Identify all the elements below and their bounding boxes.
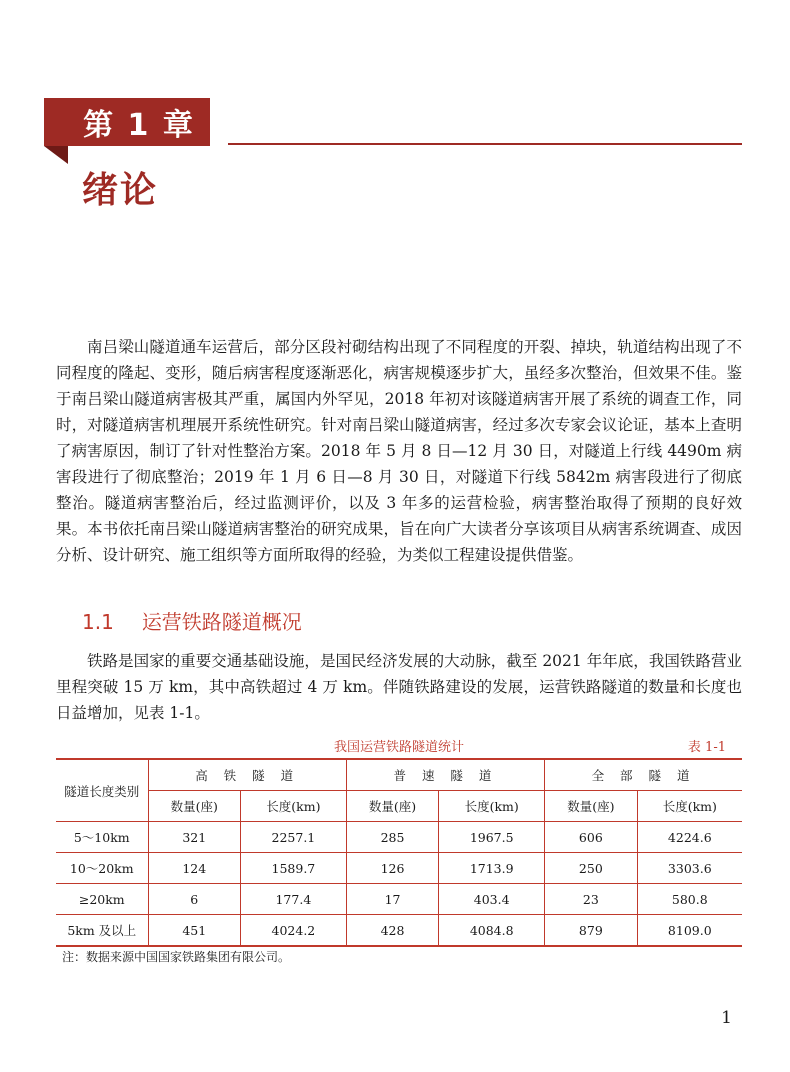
table-cell: 1589.7 bbox=[240, 853, 346, 884]
table-cell: 124 bbox=[148, 853, 240, 884]
table-cell: 606 bbox=[545, 822, 638, 853]
table-row bbox=[56, 884, 742, 915]
table-note: 注：数据来源中国国家铁路集团有限公司。 bbox=[62, 950, 291, 964]
chapter-rule bbox=[228, 143, 742, 145]
table-cell: 17 bbox=[346, 884, 438, 915]
table-cell: 4024.2 bbox=[240, 915, 346, 947]
table-cell: 23 bbox=[545, 884, 638, 915]
chapter-label: 第 1 章 bbox=[83, 108, 195, 143]
row-category: 10～20km bbox=[56, 853, 148, 884]
sub-header: 数量(座) bbox=[545, 791, 638, 822]
sub-header: 长度(km) bbox=[439, 791, 545, 822]
sub-header: 数量(座) bbox=[346, 791, 438, 822]
intro-paragraph: 南吕梁山隧道通车运营后，部分区段衬砌结构出现了不同程度的开裂、掉块，轨道结构出现了不同程度的隆起、变形，随后病害程度逐渐恶化，病害规模逐步扩大，虽经多次整治，但效果不佳。鉴于南吕梁山隧道病害极其严重，属国内外罕见，2018 年初对该隧道病害开展了系统的调查工作，同时，对隧道病害机理展开系统性研究。针对南吕梁山隧道病害，经过多次专家会议论证，基本上查明了病害原因，制订了针对性整治方案。2018 年 5 月 8 日—12 月 30 日，对隧道上行线 4490m 病害段进行了彻底整治；2019 年 1 月 6 日—8 月 30 日，对隧道下行线 5842m 病害段进行了彻底整治。隧道病害整治后，经过监测评价，以及 3 年多的运营检验，病害整治取得了预期的良好效果。本书依托南吕梁山隧道病害整治的研究成果，旨在向广大读者分享该项目从病害系统调查、成因分析、设计研究、施工组织等方面所取得的经验，为类似工程建设提供借鉴。 bbox=[56, 338, 742, 564]
page-number: 1 bbox=[721, 1008, 732, 1028]
group-header-hsr: 高 铁 隧 道 bbox=[148, 759, 346, 791]
sub-header: 长度(km) bbox=[240, 791, 346, 822]
group-header-conventional: 普 速 隧 道 bbox=[346, 759, 544, 791]
sub-header: 数量(座) bbox=[148, 791, 240, 822]
table-caption bbox=[56, 736, 742, 754]
row-category: ≥20km bbox=[56, 884, 148, 915]
table-cell: 126 bbox=[346, 853, 438, 884]
sub-header: 长度(km) bbox=[637, 791, 742, 822]
table-cell: 4224.6 bbox=[637, 822, 742, 853]
chapter-tag-tail bbox=[44, 98, 68, 146]
table-cell: 285 bbox=[346, 822, 438, 853]
table-title: 我国运营铁路隧道统计 bbox=[333, 740, 464, 755]
row-category: 5～10km bbox=[56, 822, 148, 853]
row-header: 隧道长度类别 bbox=[56, 759, 148, 822]
section-number: 1.1 bbox=[82, 610, 114, 634]
table-cell: 6 bbox=[148, 884, 240, 915]
table-number: 表 1-1 bbox=[687, 740, 726, 755]
table-cell: 177.4 bbox=[240, 884, 346, 915]
group-header-all: 全 部 隧 道 bbox=[545, 759, 742, 791]
row-category: 5km 及以上 bbox=[56, 915, 148, 947]
section-heading bbox=[82, 606, 302, 635]
table-cell: 451 bbox=[148, 915, 240, 947]
table-row bbox=[56, 915, 742, 947]
table-cell: 4084.8 bbox=[439, 915, 545, 947]
table-cell: 1967.5 bbox=[439, 822, 545, 853]
chapter-title: 绪论 bbox=[82, 170, 159, 211]
table-cell: 580.8 bbox=[637, 884, 742, 915]
table-cell: 2257.1 bbox=[240, 822, 346, 853]
table-cell: 8109.0 bbox=[637, 915, 742, 947]
tunnel-stats-table bbox=[56, 758, 742, 947]
table-cell: 321 bbox=[148, 822, 240, 853]
table-cell: 879 bbox=[545, 915, 638, 947]
table-row bbox=[56, 822, 742, 853]
table-cell: 428 bbox=[346, 915, 438, 947]
table-cell: 403.4 bbox=[439, 884, 545, 915]
chapter-tag-fold bbox=[44, 146, 68, 164]
table-cell: 250 bbox=[545, 853, 638, 884]
section-title: 运营铁路隧道概况 bbox=[141, 610, 302, 634]
table-cell: 3303.6 bbox=[637, 853, 742, 884]
table-cell: 1713.9 bbox=[439, 853, 545, 884]
section-paragraph: 铁路是国家的重要交通基础设施，是国民经济发展的大动脉，截至 2021 年年底，我国铁路营业里程突破 15 万 km，其中高铁超过 4 万 km。伴随铁路建设的发展，运营铁路隧道的数量和长度也日益增加，见表 1-1。 bbox=[56, 652, 742, 722]
table-row bbox=[56, 853, 742, 884]
